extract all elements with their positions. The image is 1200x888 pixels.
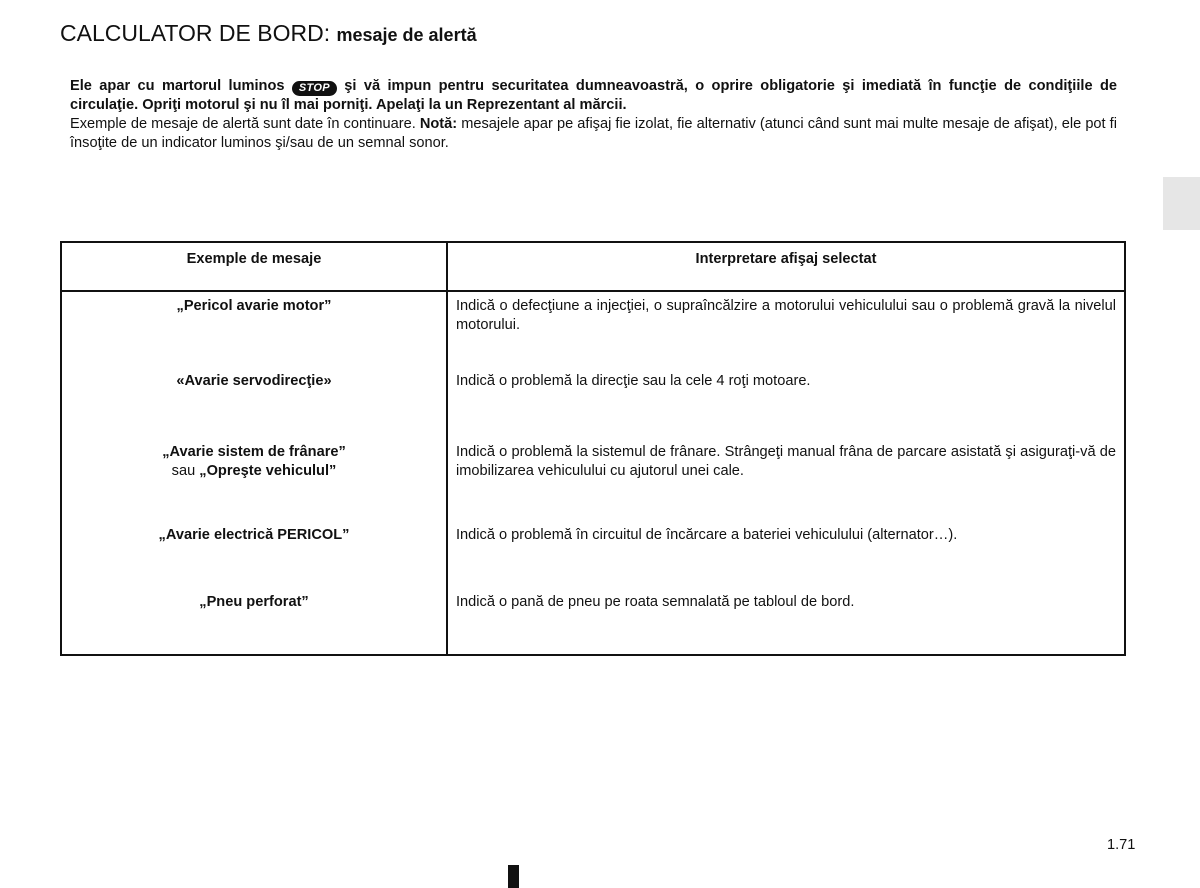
message-alt-text: „Opreşte vehiculul”	[199, 463, 337, 479]
print-mark	[508, 865, 519, 888]
intro-paragraph	[70, 77, 1117, 153]
message-alt-prefix: sau	[171, 463, 196, 479]
page-title	[60, 20, 477, 47]
intro-warning-start: Ele apar cu martorul luminos	[70, 78, 285, 94]
interpretation-cell: Indică o defecţiune a injecţiei, o supraîncălzire a motorului vehiculului sau o problemă gravă la nivelul motorului.	[447, 291, 1125, 367]
interpretation-cell: Indică o problemă în circuitul de încărcare a bateriei vehiculului (alternator…).	[447, 521, 1125, 588]
message-text: „Avarie sistem de frânare”	[162, 444, 346, 460]
page-title-main: CALCULATOR DE BORD:	[60, 20, 331, 46]
column-header-interpretation: Interpretare afişaj selectat	[447, 242, 1125, 291]
page-subtitle: mesaje de alertă	[336, 25, 477, 45]
table-header-row	[61, 242, 1125, 291]
alert-messages-table	[60, 241, 1126, 656]
chapter-side-tab	[1163, 177, 1200, 230]
message-cell: „Avarie electrică PERICOL”	[61, 521, 447, 588]
intro-warning-end: şi vă impun pentru securitatea dumneavoastră, o oprire obligatorie şi imediată în funcţie de condiţiile de circulaţie. Opriţi motorul şi nu îl mai porniţi. Apelaţi la un Reprezentant al mărcii.	[70, 78, 1117, 113]
table-row	[61, 588, 1125, 655]
message-cell	[61, 438, 447, 521]
table-row	[61, 291, 1125, 367]
table-row	[61, 438, 1125, 521]
table-row	[61, 521, 1125, 588]
table-row	[61, 367, 1125, 438]
message-cell: „Pneu perforat”	[61, 588, 447, 655]
intro-note-label: Notă:	[419, 116, 458, 132]
page-number: 1.71	[1107, 837, 1136, 853]
stop-warning-icon: STOP	[292, 81, 337, 96]
intro-examples-text: Exemple de mesaje de alertă sunt date în continuare.	[70, 116, 416, 132]
interpretation-cell: Indică o pană de pneu pe roata semnalată pe tabloul de bord.	[447, 588, 1125, 655]
intro-note-text: mesajele apar pe afişaj fie izolat, fie alternativ (atunci când sunt mai multe mesaje de afişat), ele pot fi însoţite de un indicator luminos şi/sau de un semnal sonor.	[70, 116, 1117, 151]
message-cell: «Avarie servodirecţie»	[61, 367, 447, 438]
interpretation-cell: Indică o problemă la direcţie sau la cele 4 roţi motoare.	[447, 367, 1125, 438]
message-cell: „Pericol avarie motor”	[61, 291, 447, 367]
column-header-messages: Exemple de mesaje	[61, 242, 447, 291]
interpretation-cell: Indică o problemă la sistemul de frânare. Strângeţi manual frâna de parcare asistată şi asiguraţi-vă de imobilizarea vehiculului cu ajutorul unei cale.	[447, 438, 1125, 521]
